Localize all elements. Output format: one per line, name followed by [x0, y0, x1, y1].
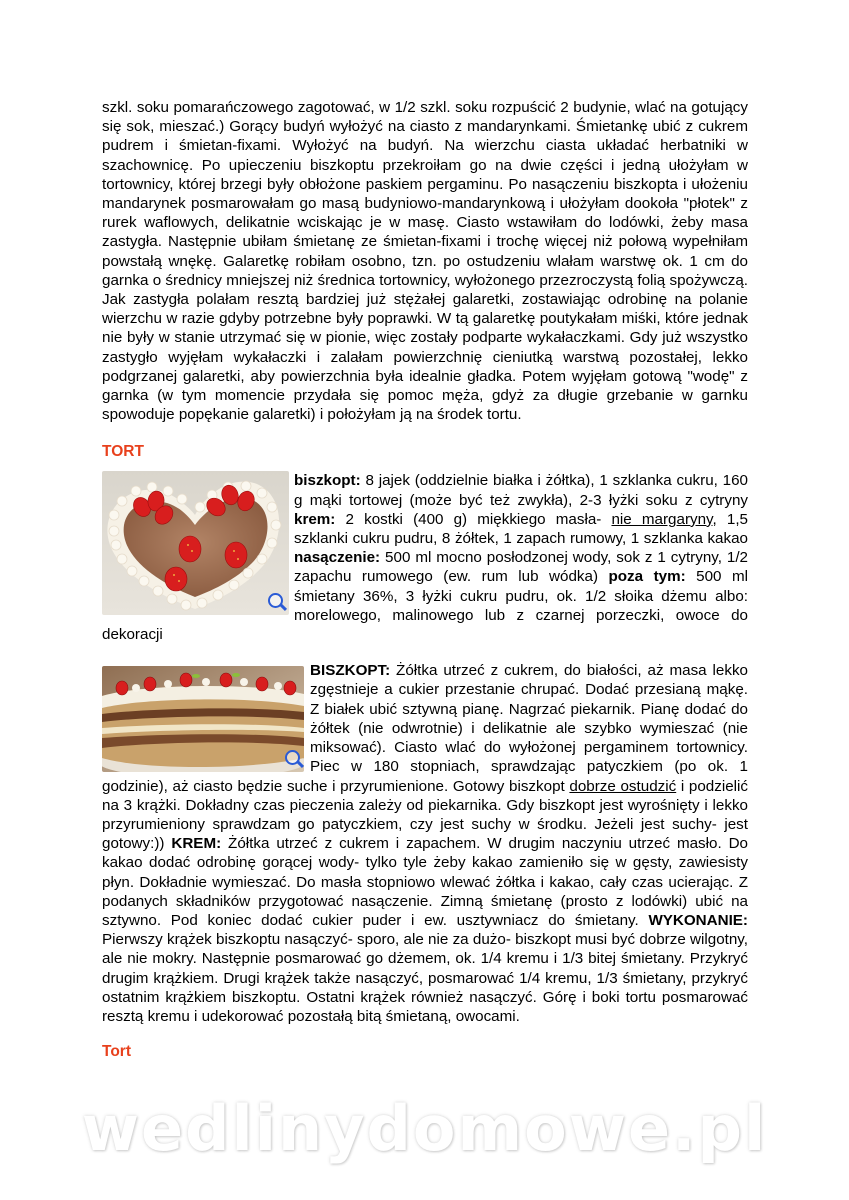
zoom-icon[interactable] [268, 593, 283, 608]
label-poza-tym: poza tym: [608, 568, 686, 586]
ingredients-krem: 2 kostki (400 g) miękkiego masła- [335, 510, 612, 528]
underlined-dobrze-ostudzic: dobrze ostudzić [569, 777, 677, 795]
underlined-nie-margaryny: nie margaryny [611, 510, 713, 528]
section2-block [102, 661, 748, 1026]
label-biszkopt: biszkopt: [294, 472, 361, 490]
layered-cake-photo [102, 666, 304, 772]
method-wykonanie: Pierwszy krążek biszkoptu nasączyć- sporo, ale nie za dużo- biszkopt musi być dobrze wilgotny, ale nie mokry. Następnie posmarować go dżemem, ok. 1/4 kremu i 1/3 bitej śmietany. Przykryć drugim krążkiem. Drugi krążek także nasączyć, posmarować 1/4 kremu, 1/3 śmietany, przykryć ostatnim krążkiem biszkoptu. Ostatni krążek również nasączyć. Górę i boki tortu posmarować resztą kremu i udekorować pozostałą bitą śmietaną, owocami. [102, 931, 748, 1025]
section1-block [102, 471, 748, 644]
method-paragraph [102, 661, 748, 1026]
method-krem: Żółtka utrzeć z cukrem i zapachem. W drugim naczyniu utrzeć masło. Do kakao dodać odrobinę gorącej wody- tylko tyle żeby kakao zamieniło się w gęsty, zawiesisty płyn. Dokładnie wymieszać. Do masła stopniowo wlewać żółtka i kakao, cały czas ucierając. Z podanych składników przygotować nasączenie. Zimną śmietanę (prosto z lodówki) ubić na sztywno. Pod koniec dodać cukier puder i ew. usztywniacz do śmietany. [102, 835, 748, 929]
ingredients-biszkopt: 8 jajek (oddzielnie białka i żółtka), 1 szklanka cukru, 160 g mąki tortowej (może być też zwykła), 2-3 łyżki soku z cytryny [294, 472, 748, 509]
ingredients-krem-rest: , 1,5 szklanki cukru pudru, 8 żółtek, 1 zapach rumowy, 1 szklanka kakao [294, 510, 748, 548]
ingredients-nasaczenie: 500 ml mocno posłodzonej wody, sok z 1 cytryny, 1/2 zapachu rumowego (ew. rum lub wódka) [294, 549, 748, 586]
layered-cake-svg [102, 666, 304, 772]
method-biszkopt: Żółtka utrzeć z cukrem, do białości, aż masa lekko zgęstnieje a cukier przestanie chrupać. Dodać przesianą mąkę. Z białek ubić sztywną pianę. Nagrzać piekarnik. Pianę dodać do żółtek (nie odwrotnie) i delikatnie ale szybko wymieszać (nie miksować). Ciasto wlać do wyłożonej pergaminem tortownicy. Piec w 180 stopniach, sprawdzając patyczkiem (po ok. 1 godzinie), aż ciasto będzie suche i przyrumienione. Gotowy biszkopt [102, 662, 748, 795]
intro-paragraph: szkl. soku pomarańczowego zagotować, w 1/2 szkl. soku rozpuścić 2 budynie, wlać na gotujący się sok, mieszać.) Gorący budyń wyłożyć na ciasto z mandarynkami. Śmietankę ubić z cukrem pudrem i śmietan-fixami. Wyłożyć na budyń. Na wierzchu ciasta układać herbatniki w szachownicę. Po upieczeniu biszkoptu przekroiłam go na dwie części i jedną ułożyłam w tortownicy, której brzegi były obłożone paskiem pergaminu. Po nasączeniu biszkopta i ułożeniu mandarynek posmarowałam go masą budyniowo-mandarynkową i ułożyłam dookoła "płotek" z rurek waflowych, delikatnie wciskając je w masę. Ciasto wstawiłam do lodówki, żeby masa zastygła. Następnie ubiłam śmietanę ze śmietan-fixami i trochę więcej niż połową wypełniłam powstałą wnękę. Galaretkę robiłam osobno, tzn. po ostudzeniu wlałam warstwę ok. 1 cm do garnka o średnicy mniejszej niż średnica tortownicy, wyłożonego przezroczystą folią spożywczą. Jak zastygła polałam resztą bardziej już stężałej galaretki, zostawiając odrobinę na polanie wierzchu w razie gdyby potrzebne były poprawki. W tą galaretkę poutykałam miśki, które jednak nie były w stanie utrzymać się w pionie, więc zostały podparte wykałaczkami. Gdy już wszystko zastygło wyjęłam wykałaczki i zalałam powierzchnię cieniutką warstwą pozostałej, lekko podgrzanej galaretki, aby powierzchnia była idealnie gładka. Potem wyjęłam gotową "wodę" z garnka (w tym momencie przydała się pomoc męża, gdyż za długie grzebanie w garnku spowoduje popękanie galaretki) i położyłam ją na środek tortu. [102, 99, 748, 424]
label-wykonanie: WYKONANIE: [648, 911, 748, 929]
section-heading-tort: TORT [102, 443, 144, 461]
zoom-icon-2[interactable] [285, 750, 300, 765]
watermark: wedlinydomowe.pl [81, 1092, 768, 1165]
document-page [102, 98, 748, 1061]
cake-image-svg [102, 471, 289, 615]
section-heading-tort-2: Tort [102, 1043, 131, 1061]
method-biszkopt-rest: i podzielić na 3 krążki. Dokładny czas pieczenia zależy od piekarnika. Gdy biszkopt jest wyrośnięty i lekko przyrumieniony sprawdzam go patyczkiem, czy jest suchy w środku. Jeżeli jest suchy- jest gotowy:)) [102, 777, 748, 853]
label-krem-upper: KREM: [171, 835, 222, 853]
label-biszkopt-upper: BISZKOPT: [310, 662, 391, 680]
ingredients-poza-tym: 500 ml śmietany 36%, 3 łyżki cukru pudru, ok. 1/2 słoika dżemu albo: morelowego, malinowego lub z czarnej porzeczki, owoce do dekoracji [102, 568, 748, 644]
strawberry-heart-cake-photo [102, 471, 289, 615]
label-krem: krem: [294, 510, 336, 528]
label-nasaczenie: nasączenie: [294, 549, 381, 567]
